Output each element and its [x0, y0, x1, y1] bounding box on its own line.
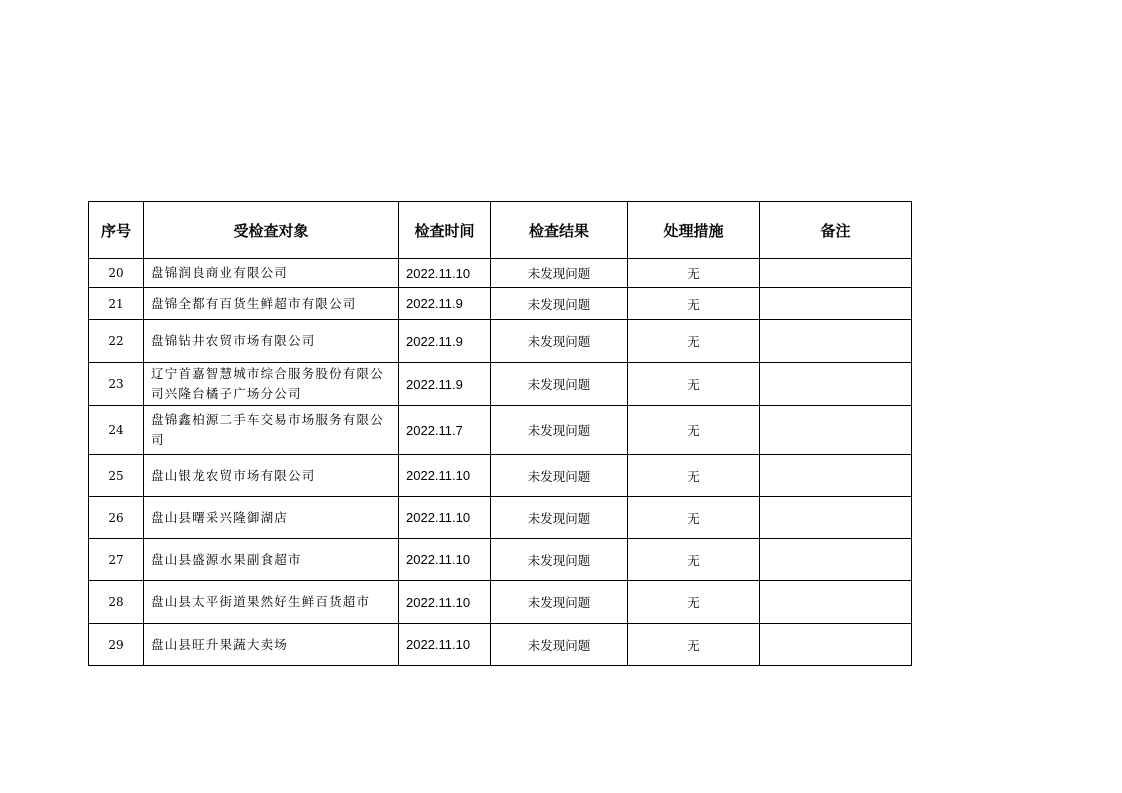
cell-action: 无: [628, 624, 760, 666]
header-seq: 序号: [89, 202, 144, 259]
cell-date: 2022.11.9: [399, 288, 491, 320]
cell-action: 无: [628, 320, 760, 363]
cell-date: 2022.11.10: [399, 624, 491, 666]
cell-remark: [760, 539, 912, 581]
cell-target: 盘山县盛源水果副食超市: [144, 539, 399, 581]
header-action: 处理措施: [628, 202, 760, 259]
cell-seq: 23: [89, 363, 144, 406]
header-result: 检查结果: [491, 202, 628, 259]
cell-seq: 22: [89, 320, 144, 363]
table-row: [89, 259, 912, 288]
cell-target: 盘锦润良商业有限公司: [144, 259, 399, 288]
table-row: [89, 406, 912, 455]
cell-date: 2022.11.10: [399, 497, 491, 539]
cell-date: 2022.11.9: [399, 363, 491, 406]
cell-result: 未发现问题: [491, 581, 628, 624]
cell-remark: [760, 320, 912, 363]
cell-seq: 29: [89, 624, 144, 666]
cell-result: 未发现问题: [491, 288, 628, 320]
table-row: [89, 539, 912, 581]
table-row: [89, 581, 912, 624]
cell-result: 未发现问题: [491, 455, 628, 497]
table-row: [89, 363, 912, 406]
cell-result: 未发现问题: [491, 624, 628, 666]
cell-action: 无: [628, 363, 760, 406]
cell-date: 2022.11.10: [399, 581, 491, 624]
cell-action: 无: [628, 406, 760, 455]
table-row: [89, 624, 912, 666]
cell-seq: 24: [89, 406, 144, 455]
cell-seq: 20: [89, 259, 144, 288]
header-date: 检查时间: [399, 202, 491, 259]
cell-result: 未发现问题: [491, 320, 628, 363]
cell-result: 未发现问题: [491, 497, 628, 539]
inspection-table: [88, 201, 912, 666]
cell-target: 盘山县旺升果蔬大卖场: [144, 624, 399, 666]
table-row: [89, 288, 912, 320]
cell-date: 2022.11.9: [399, 320, 491, 363]
header-remark: 备注: [760, 202, 912, 259]
cell-target: 盘锦全都有百货生鲜超市有限公司: [144, 288, 399, 320]
cell-seq: 21: [89, 288, 144, 320]
cell-target: 盘山县太平街道果然好生鲜百货超市: [144, 581, 399, 624]
cell-result: 未发现问题: [491, 259, 628, 288]
table-header-row: [89, 202, 912, 259]
cell-seq: 26: [89, 497, 144, 539]
cell-date: 2022.11.10: [399, 455, 491, 497]
cell-action: 无: [628, 581, 760, 624]
cell-result: 未发现问题: [491, 539, 628, 581]
cell-action: 无: [628, 455, 760, 497]
cell-seq: 25: [89, 455, 144, 497]
cell-result: 未发现问题: [491, 406, 628, 455]
cell-remark: [760, 259, 912, 288]
cell-date: 2022.11.10: [399, 259, 491, 288]
cell-action: 无: [628, 259, 760, 288]
table-row: [89, 497, 912, 539]
header-target: 受检查对象: [144, 202, 399, 259]
cell-seq: 27: [89, 539, 144, 581]
cell-target: 盘锦鑫柏源二手车交易市场服务有限公司: [144, 406, 399, 455]
cell-target: 盘山银龙农贸市场有限公司: [144, 455, 399, 497]
cell-date: 2022.11.10: [399, 539, 491, 581]
cell-remark: [760, 581, 912, 624]
table-row: [89, 320, 912, 363]
table-row: [89, 455, 912, 497]
cell-remark: [760, 497, 912, 539]
cell-remark: [760, 288, 912, 320]
cell-action: 无: [628, 288, 760, 320]
cell-seq: 28: [89, 581, 144, 624]
cell-target: 盘山县曙采兴隆御湖店: [144, 497, 399, 539]
cell-remark: [760, 624, 912, 666]
cell-remark: [760, 406, 912, 455]
cell-date: 2022.11.7: [399, 406, 491, 455]
cell-target: 盘锦钻井农贸市场有限公司: [144, 320, 399, 363]
cell-result: 未发现问题: [491, 363, 628, 406]
cell-remark: [760, 363, 912, 406]
cell-remark: [760, 455, 912, 497]
cell-action: 无: [628, 539, 760, 581]
cell-action: 无: [628, 497, 760, 539]
cell-target: 辽宁首嘉智慧城市综合服务股份有限公司兴隆台橘子广场分公司: [144, 363, 399, 406]
inspection-table-container: [88, 201, 911, 666]
